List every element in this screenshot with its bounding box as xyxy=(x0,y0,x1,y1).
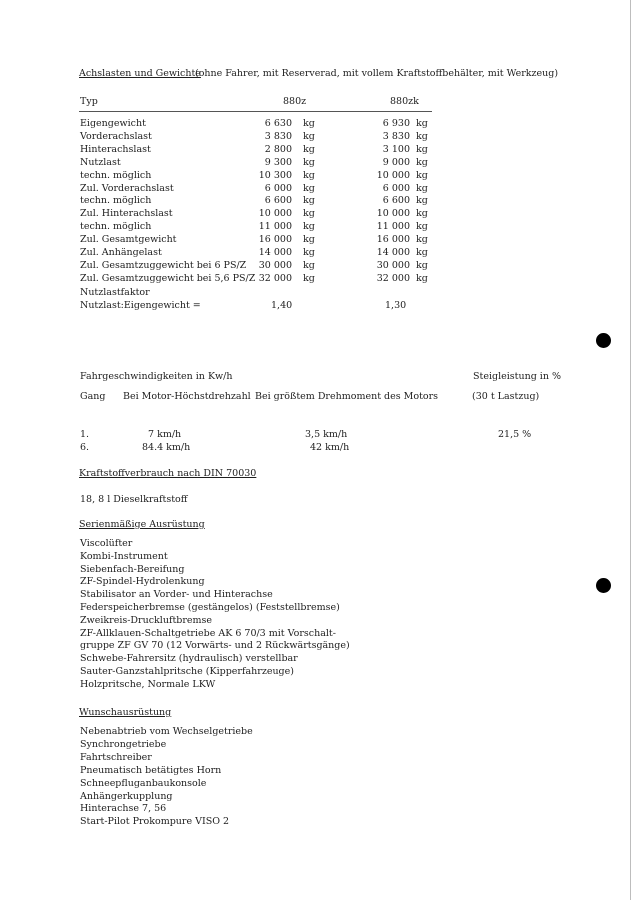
list-item: Siebenfach-Bereifung xyxy=(80,563,185,575)
weight-row-unit: kg xyxy=(416,195,428,207)
weight-row-label: techn. möglich xyxy=(80,169,152,181)
weight-row-880zk: 10 000 xyxy=(376,208,410,220)
weight-row-880zk: 32 000 xyxy=(376,272,410,284)
factor-value-880zk: 1,30 xyxy=(385,300,407,311)
punch-hole-bottom xyxy=(596,578,611,593)
weight-row-unit: kg xyxy=(303,272,315,284)
col-max-rpm: Bei Motor-Höchstdrehzahl xyxy=(123,391,251,402)
weight-row-880z: 6 630 xyxy=(264,118,292,129)
weight-row-unit: kg xyxy=(303,169,315,181)
weight-row-unit: kg xyxy=(303,130,315,142)
weight-row-880z: 6 600 xyxy=(264,195,292,207)
list-item: Fahrtschreiber xyxy=(80,751,152,763)
weight-row-880zk: 9 000 xyxy=(382,156,410,168)
weight-row-unit: kg xyxy=(303,182,315,194)
list-item: Start-Pilot Prokompure VISO 2 xyxy=(80,816,230,828)
weight-row-unit: kg xyxy=(416,272,428,284)
weight-row-label: Zul. Anhängelast xyxy=(80,247,162,258)
weight-row-label: Zul. Gesamtzuggewicht bei 6 PS/Z xyxy=(80,259,247,271)
weight-row-label: techn. möglich xyxy=(80,221,152,233)
factor-label-2: Nutzlast:Eigengewicht = xyxy=(80,300,201,311)
list-item: Schwebe-Fahrersitz (hydraulisch) verstellbar xyxy=(80,653,298,665)
weight-row-unit: kg xyxy=(416,234,428,246)
gear-6: 6. xyxy=(80,442,90,453)
list-item: Sauter-Ganzstahlpritsche (Kipperfahrzeuge) xyxy=(80,666,294,677)
weight-row-880z: 30 000 xyxy=(258,259,292,271)
list-item: Anhängerkupplung xyxy=(80,790,173,802)
weights-note: (ohne Fahrer, mit Reserverad, mit vollem Kraftstoffbehälter, mit Werkzeug) xyxy=(195,68,559,79)
scan-edge-line xyxy=(630,0,631,900)
col-header-880zk: 880zk xyxy=(390,96,419,107)
weight-row-880z: 16 000 xyxy=(258,234,292,246)
fuel-heading: Kraftstoffverbrauch nach DIN 70030 xyxy=(79,468,257,479)
weight-row-880z: 9 300 xyxy=(264,156,292,168)
col-label-typ: Typ xyxy=(80,96,98,107)
fuel-value: 18, 8 l Dieselkraftstoff xyxy=(80,494,188,505)
list-item: Hinterachse 7, 56 xyxy=(80,803,167,815)
weight-row-880z: 2 800 xyxy=(264,143,292,155)
gear-1: 1. xyxy=(80,429,90,440)
weight-row-label: Zul. Gesamtzuggewicht bei 5,6 PS/Z xyxy=(80,272,256,284)
weight-row-880zk: 11 000 xyxy=(376,221,410,233)
weight-row-label: Hinterachslast xyxy=(80,143,151,155)
climb-heading: Steigleistung in % xyxy=(473,371,562,382)
list-item: ZF-Spindel-Hydrolenkung xyxy=(80,576,205,588)
list-item: Stabilisator an Vorder- und Hinterachse xyxy=(80,589,273,601)
weight-row-unit: kg xyxy=(416,247,428,258)
list-item: Synchrongetriebe xyxy=(80,738,167,750)
gear-1-max-torque: 3,5 km/h xyxy=(305,429,348,440)
weight-row-unit: kg xyxy=(416,130,428,142)
weight-row-label: Nutzlast xyxy=(80,156,121,168)
weight-row-unit: kg xyxy=(416,221,428,233)
weight-row-unit: kg xyxy=(303,208,315,220)
optional-equipment-heading: Wunschausrüstung xyxy=(79,707,172,718)
weight-row-unit: kg xyxy=(303,195,315,207)
weight-row-label: Zul. Gesamtgewicht xyxy=(80,234,177,246)
standard-equipment-heading: Serienmäßige Ausrüstung xyxy=(79,519,205,530)
header-rule xyxy=(79,111,432,112)
weight-row-unit: kg xyxy=(416,169,428,181)
list-item: ZF-Allklauen-Schaltgetriebe AK 6 70/3 mit Vorschalt- xyxy=(80,627,336,639)
weight-row-unit: kg xyxy=(303,247,315,258)
weight-row-label: Zul. Vorderachslast xyxy=(80,182,174,194)
gear-6-max-torque: 42 km/h xyxy=(310,442,350,453)
list-item: Kombi-Instrument xyxy=(80,550,168,562)
list-item: Holzpritsche, Normale LKW xyxy=(80,678,216,690)
factor-value-880z: 1,40 xyxy=(271,300,293,311)
weight-row-880zk: 6 930 xyxy=(382,118,410,129)
gear-1-climb: 21,5 % xyxy=(498,429,532,440)
gear-6-max-rpm: 84.4 km/h xyxy=(142,442,191,453)
weight-row-label: techn. möglich xyxy=(80,195,152,207)
punch-hole-top xyxy=(596,333,611,348)
weight-row-880zk: 3 100 xyxy=(382,143,410,155)
weight-row-unit: kg xyxy=(303,143,315,155)
col-max-torque: Bei größtem Drehmoment des Motors xyxy=(255,391,439,402)
weight-row-unit: kg xyxy=(416,208,428,220)
weight-row-880zk: 10 000 xyxy=(376,169,410,181)
weight-row-unit: kg xyxy=(303,234,315,246)
weight-row-unit: kg xyxy=(416,182,428,194)
weight-row-unit: kg xyxy=(416,156,428,168)
weight-row-label: Zul. Hinterachslast xyxy=(80,208,173,220)
list-item: gruppe ZF GV 70 (12 Vorwärts- und 2 Rückwärtsgänge) xyxy=(80,640,350,652)
weight-row-880z: 10 300 xyxy=(258,169,292,181)
weight-row-880z: 11 000 xyxy=(258,221,292,233)
climb-note: (30 t Lastzug) xyxy=(472,391,540,402)
speeds-heading: Fahrgeschwindigkeiten in Kw/h xyxy=(80,371,233,382)
weight-row-880z: 3 830 xyxy=(264,130,292,142)
list-item: Zweikreis-Druckluftbremse xyxy=(80,614,213,626)
col-gear: Gang xyxy=(80,391,106,402)
weight-row-unit: kg xyxy=(416,118,428,129)
weight-row-unit: kg xyxy=(303,259,315,271)
weight-row-unit: kg xyxy=(416,259,428,271)
weight-row-880z: 10 000 xyxy=(258,208,292,220)
weight-row-unit: kg xyxy=(416,143,428,155)
weight-row-unit: kg xyxy=(303,221,315,233)
list-item: Nebenabtrieb vom Wechselgetriebe xyxy=(80,726,253,737)
weights-heading: Achslasten und Gewichte xyxy=(79,68,201,79)
list-item: Schneepfluganbaukonsole xyxy=(80,777,207,789)
weight-row-label: Vorderachslast xyxy=(80,130,152,142)
weight-row-880z: 14 000 xyxy=(258,247,292,258)
weight-row-880z: 32 000 xyxy=(258,272,292,284)
factor-label-1: Nutzlastfaktor xyxy=(80,287,150,298)
weight-row-unit: kg xyxy=(303,156,315,168)
weight-row-880zk: 14 000 xyxy=(376,247,410,258)
weight-row-label: Eigengewicht xyxy=(80,118,146,129)
list-item: Federspeicherbremse (gestängelos) (Feststellbremse) xyxy=(80,602,340,613)
list-item: Viscolüfter xyxy=(80,538,133,549)
gear-1-max-rpm: 7 km/h xyxy=(148,429,182,440)
weight-row-880zk: 16 000 xyxy=(376,234,410,246)
weight-row-880zk: 6 600 xyxy=(382,195,410,207)
weight-row-880zk: 6 000 xyxy=(382,182,410,194)
weight-row-880zk: 3 830 xyxy=(382,130,410,142)
list-item: Pneumatisch betätigtes Horn xyxy=(80,764,222,776)
weight-row-880zk: 30 000 xyxy=(376,259,410,271)
weight-row-unit: kg xyxy=(303,118,315,129)
col-header-880z: 880z xyxy=(283,96,307,107)
weight-row-880z: 6 000 xyxy=(264,182,292,194)
